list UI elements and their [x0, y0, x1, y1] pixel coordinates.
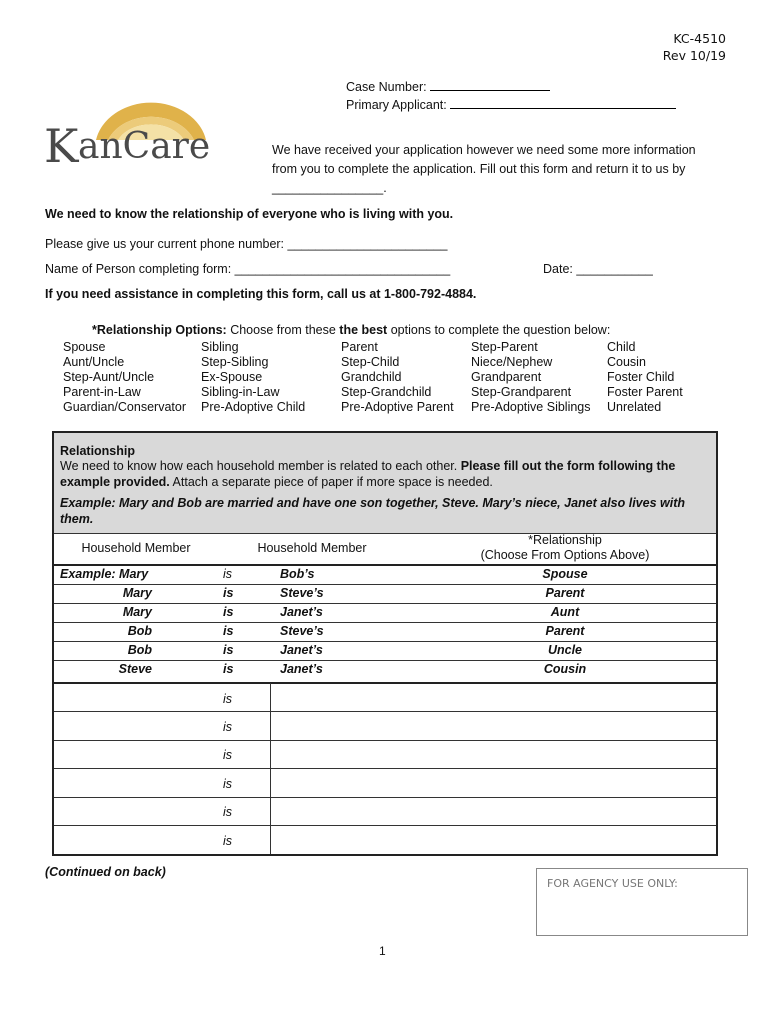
option-item: Sibling [201, 340, 239, 354]
agency-use-label: FOR AGENCY USE ONLY: [547, 877, 678, 890]
example-row [54, 584, 716, 603]
example-is: is [223, 586, 234, 600]
option-item: Guardian/Conservator [63, 400, 186, 414]
option-item: Step-Child [341, 355, 400, 369]
column-header-member-2: Household Member [257, 541, 367, 555]
options-label: *Relationship Options: [92, 323, 227, 337]
example-member-b: Janet’s [280, 662, 323, 676]
example-member-b: Janet’s [280, 605, 323, 619]
option-item: Grandparent [471, 370, 542, 384]
example-relationship: Cousin [543, 662, 587, 676]
option-item: Sibling-in-Law [201, 385, 280, 399]
blank-row-is: is [223, 748, 233, 762]
option-item: Parent-in-Law [63, 385, 141, 399]
blank-row-is: is [223, 834, 233, 848]
example-member-b: Steve’s [280, 624, 324, 638]
divider [54, 797, 716, 798]
example-row [54, 565, 716, 584]
relationship-heading: We need to know the relationship of everyone who is living with you. [45, 207, 454, 221]
blank-row-is: is [223, 777, 233, 791]
option-item: Grandchild [341, 370, 402, 384]
divider [54, 768, 716, 769]
phone-field[interactable]: Please give us your current phone number: _______________________ [45, 237, 448, 251]
option-item: Step-Aunt/Uncle [63, 370, 155, 384]
intro-text [272, 141, 732, 198]
example-is: is [223, 643, 234, 657]
assistance-phone-note: If you need assistance in completing this form, call us at 1-800-792-4884. [45, 287, 477, 301]
example-member-b: Steve’s [280, 586, 324, 600]
example-row [54, 660, 716, 679]
primary-applicant-field[interactable] [450, 96, 676, 109]
options-intro-suffix: options to complete the question below: [387, 323, 611, 337]
option-item: Spouse [63, 340, 106, 354]
options-column-2 [201, 340, 305, 415]
option-item: Aunt/Uncle [63, 355, 125, 369]
option-item: Foster Child [607, 370, 675, 384]
option-item: Parent [341, 340, 378, 354]
example-relationship: Aunt [550, 605, 580, 619]
divider [54, 711, 716, 712]
instructions-tail: Attach a separate piece of paper if more space is needed. [169, 475, 493, 489]
options-column-5 [607, 340, 683, 415]
blank-row-is: is [223, 805, 233, 819]
example-member-b: Janet’s [280, 643, 323, 657]
intro-line-2: from you to complete the application. Fill out this form and return it to us by [272, 162, 686, 176]
example-member-a: Mary [122, 605, 152, 619]
relationship-header-line-1: *Relationship [528, 533, 602, 547]
option-item: Pre-Adoptive Child [201, 400, 306, 414]
example-member-a: Bob [127, 624, 152, 638]
example-is: is [223, 624, 234, 638]
example-is: is [223, 567, 233, 581]
relationship-table [52, 431, 718, 856]
primary-applicant-row [346, 96, 676, 114]
option-item: Unrelated [607, 400, 662, 414]
option-item: Pre-Adoptive Siblings [471, 400, 591, 414]
continued-note: (Continued on back) [45, 865, 166, 879]
blank-row-is: is [223, 720, 233, 734]
options-column-3 [341, 340, 454, 415]
option-item: Step-Grandparent [471, 385, 572, 399]
option-item: Foster Parent [607, 385, 683, 399]
svg-text:K: K [44, 119, 79, 170]
column-header-member-1: Household Member [81, 541, 191, 555]
example-member-a: Bob [127, 643, 152, 657]
divider [54, 682, 716, 684]
example-member-a: Steve [118, 662, 152, 676]
primary-applicant-label: Primary Applicant: [346, 98, 447, 112]
example-is: is [223, 662, 234, 676]
example-row [54, 603, 716, 622]
example-row [54, 622, 716, 641]
example-relationship: Parent [545, 586, 585, 600]
option-item: Cousin [607, 355, 646, 369]
example-is: is [223, 605, 234, 619]
example-member-b: Bob’s [280, 567, 315, 581]
table-title: Relationship [60, 444, 136, 458]
case-number-label: Case Number: [346, 80, 427, 94]
example-relationship: Parent [545, 624, 585, 638]
intro-line-1: We have received your application however we need some more information [272, 143, 696, 157]
kancare-logo [44, 78, 244, 170]
divider [54, 825, 716, 826]
instructions-bold: Please fill out the form following the example provided. [60, 459, 676, 489]
example-relationship: Spouse [542, 567, 588, 581]
column-header-relationship [454, 533, 676, 563]
svg-text:AD ASTRA PER ASPERA: AD ASTRA PER ASPERA [82, 80, 193, 129]
option-item: Ex-Spouse [201, 370, 263, 384]
option-item: Niece/Nephew [471, 355, 553, 369]
options-intro-mid: Choose from these [226, 323, 340, 337]
agency-use-box [536, 868, 748, 936]
form-code: KC-4510 [673, 31, 726, 46]
option-item: Child [607, 340, 636, 354]
options-column-1 [63, 340, 186, 415]
option-item: Step-Grandchild [341, 385, 432, 399]
case-number-field[interactable] [430, 78, 550, 91]
intro-line-3[interactable]: ________________. [272, 181, 387, 195]
date-field[interactable]: Date: ___________ [543, 262, 653, 276]
example-member-a: Example: Mary [60, 567, 149, 581]
example-row [54, 641, 716, 660]
form-revision: Rev 10/19 [662, 48, 726, 63]
blank-row-is: is [223, 692, 233, 706]
divider [54, 740, 716, 741]
case-number-row [346, 78, 676, 96]
option-item: Step-Parent [471, 340, 538, 354]
example-member-a: Mary [122, 586, 152, 600]
option-item: Step-Sibling [201, 355, 269, 369]
case-info [346, 78, 676, 114]
example-intro: Example: Mary and Bob are married and have one son together, Steve. Mary’s niece, Janet also lives with them. [60, 496, 685, 526]
relationship-header-line-2: (Choose From Options Above) [480, 548, 650, 562]
options-intro-bold: the best [339, 323, 388, 337]
option-item: Pre-Adoptive Parent [341, 400, 454, 414]
form-code-block [663, 30, 726, 64]
page-number: 1 [379, 944, 386, 958]
svg-text:anCare: anCare [78, 126, 211, 167]
options-column-4 [471, 340, 591, 415]
relationship-options-intro [92, 323, 610, 337]
person-completing-field[interactable]: Name of Person completing form: _______________________________ [45, 262, 451, 276]
example-relationship: Uncle [547, 643, 583, 657]
instructions-plain: We need to know how each household member is related to each other. [60, 459, 461, 473]
table-instructions [60, 458, 710, 490]
